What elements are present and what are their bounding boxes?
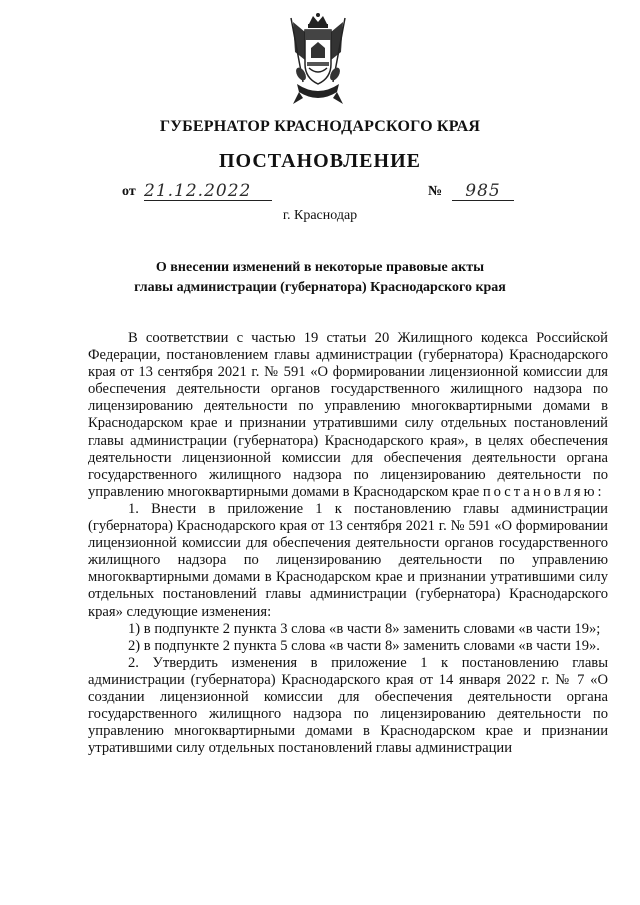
document-title — [0, 258, 640, 298]
document-body — [88, 330, 608, 757]
body-paragraph-preamble — [88, 330, 608, 501]
coat-of-arms-icon — [285, 12, 351, 112]
number-label: № — [428, 184, 443, 199]
body-paragraph-1-2: 2) в подпункте 2 пункта 5 слова «в части 8» заменить словами «в части 19». — [128, 637, 600, 654]
title-line-2: главы администрации (губернатора) Краснодарского края — [134, 280, 506, 295]
date-value: 21.12.2022 — [144, 181, 272, 201]
title-line-1: О внесении изменений в некоторые правовые акты — [155, 260, 485, 275]
governor-heading: ГУБЕРНАТОР КРАСНОДАРСКОГО КРАЯ — [159, 118, 481, 135]
date-number-row — [122, 182, 522, 206]
city-line: г. Краснодар — [282, 208, 358, 223]
preamble-text: В соответствии с частью 19 статьи 20 Жилищного кодекса Российской Федерации, постановлением главы администрации (губернатора) Краснодарского края от 13 сентября 2021 г. № 591 «О формировании лицензионной комиссии для обеспечения деятельности органов государственного жилищного надзора по лицензированию деятельности по управлению многоквартирными домами в Краснодарском крае и признании утратившими силу отдельных постановлений главы администрации (губернатора) Краснодарского края», в целях обеспечения деятельности лицензионной комиссии для обеспечения деятельности органа государственного жилищного надзора по лицензированию деятельности по управлению многоквартирными домами в Краснодарском крае — [88, 330, 608, 500]
date-label: от — [122, 184, 136, 199]
document-type-heading: ПОСТАНОВЛЕНИЕ — [219, 150, 421, 172]
postanovlyayu-word: постановляю: — [482, 483, 605, 500]
number-value: 985 — [452, 181, 514, 201]
body-paragraph-1-1: 1) в подпункте 2 пункта 3 слова «в части 8» заменить словами «в части 19»; — [128, 620, 601, 637]
body-paragraph-2: 2. Утвердить изменения в приложение 1 к постановлению главы администрации (губернатора) Краснодарского края от 14 января 2022 г. № 7 «О создании лицензионной комиссии для обеспечения деятельности органа государственного жилищного надзора по лицензированию деятельности по управлению многоквартирными домами в Краснодарском крае и признании утратившими силу отдельных постановлений главы администрации — [88, 654, 608, 757]
body-paragraph-1: 1. Внести в приложение 1 к постановлению главы администрации (губернатора) Краснодарского края от 13 сентября 2021 г. № 591 «О формировании лицензионной комиссии для обеспечения деятельности органов государственного жилищного надзора по лицензированию деятельности по управлению многоквартирными домами в Краснодарском крае и признании утратившими силу отдельных постановлений главы администрации (губернатора) Краснодарского края» следующие изменения: — [88, 500, 608, 620]
